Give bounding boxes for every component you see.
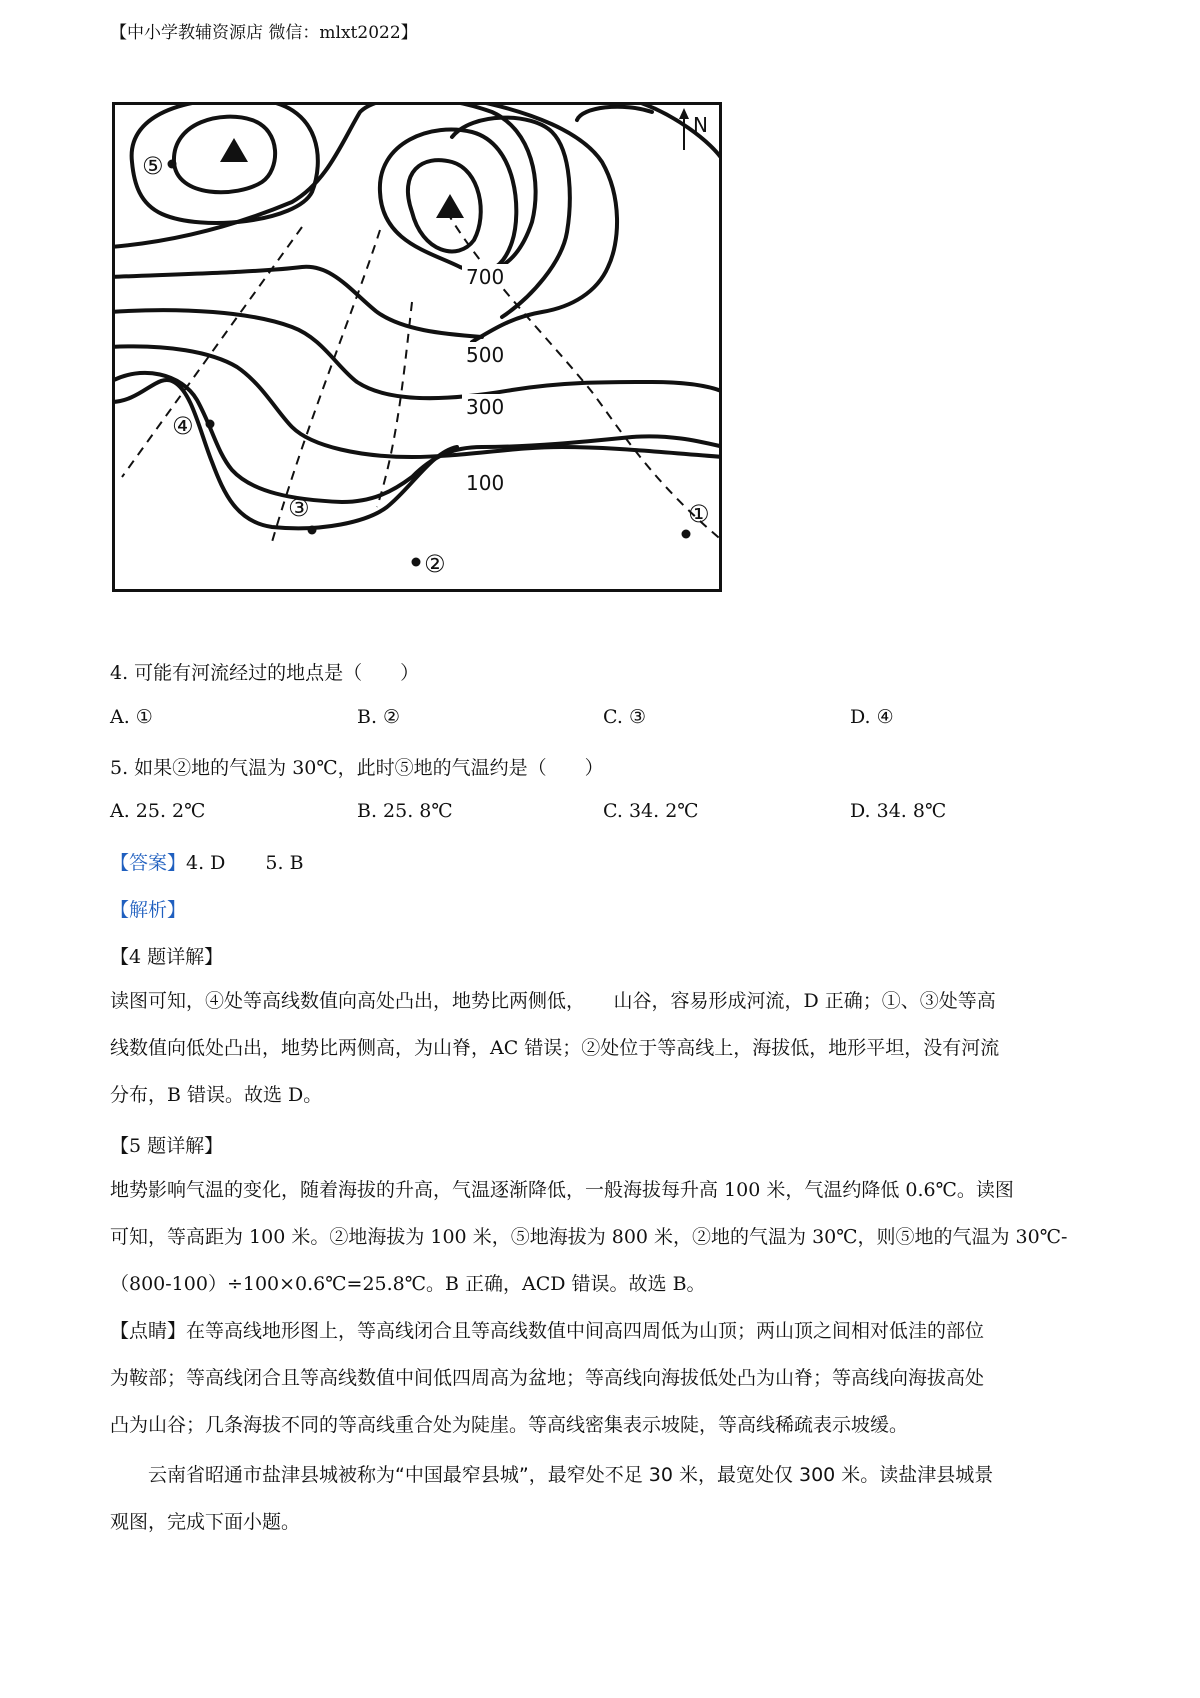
contour-line <box>112 102 536 272</box>
tip-line: 为鞍部；等高线闭合且等高线数值中间低四周高为盆地；等高线向海拔低处凸为山脊；等高线向海拔高处 <box>110 1367 985 1389</box>
point-dot-3 <box>308 526 317 535</box>
detail-4-title: 【4 题详解】 <box>110 946 224 968</box>
point-dot-1 <box>682 530 691 539</box>
point-label-1: ① <box>688 500 710 528</box>
detail-4-line: 线数值向低处凸出，地势比两侧高，为山脊，AC 错误；②处位于等高线上，海拔低，地形平坦，没有河流 <box>110 1037 1000 1059</box>
answer-4: 4. D <box>186 852 226 874</box>
point-dot-5 <box>168 160 177 169</box>
contour-line <box>472 102 617 342</box>
answer-line <box>110 848 304 875</box>
detail-5-line: （800-100）÷100×0.6℃=25.8℃。B 正确，ACD 错误。故选 B。 <box>110 1273 706 1295</box>
peak-triangle-icon <box>436 194 464 218</box>
contour-label-500: 500 <box>466 343 505 367</box>
point-label-4: ④ <box>172 412 194 440</box>
detail-4-body <box>110 978 1100 1119</box>
detail-5-line: 可知，等高距为 100 米。②地海拔为 100 米，⑤地海拔为 800 米，②地的气温为 30℃，则⑤地的气温为 30℃- <box>110 1226 1068 1248</box>
contour-line <box>112 380 457 528</box>
map-frame <box>114 104 721 591</box>
point-dot-4 <box>206 420 215 429</box>
dashed-line <box>122 227 302 477</box>
contour-label-300: 300 <box>466 395 505 419</box>
next-intro <box>110 1452 1100 1546</box>
q4-option-d: D. ④ <box>850 706 894 728</box>
detail-5-body <box>110 1167 1100 1308</box>
contour-label-700: 700 <box>466 265 505 289</box>
q5-option-b: B. 25. 8℃ <box>357 800 453 822</box>
contour-line <box>112 267 482 337</box>
q4-option-b: B. ② <box>357 706 401 728</box>
tip-line: 凸为山谷；几条海拔不同的等高线重合处为陡崖。等高线密集表示坡陡，等高线稀疏表示坡缓。 <box>110 1414 909 1436</box>
north-arrowhead-icon <box>679 108 689 119</box>
intro-line: 观图，完成下面小题。 <box>110 1511 301 1533</box>
detail-4-line: 分布，B 错误。故选 D。 <box>110 1084 323 1106</box>
tip-body <box>110 1308 1100 1449</box>
point-label-2: ② <box>424 550 446 578</box>
q5-option-a: A. 25. 2℃ <box>110 800 206 822</box>
contour-map <box>112 102 722 592</box>
q4-option-a: A. ① <box>110 706 153 728</box>
detail-5-line: 地势影响气温的变化，随着海拔的升高，气温逐渐降低，一般海拔每升高 100 米，气温约降低 0.6℃。读图 <box>110 1179 1014 1201</box>
tip-line: 在等高线地形图上，等高线闭合且等高线数值中间高四周低为山顶；两山顶之间相对低洼的部位 <box>186 1320 985 1342</box>
intro-line: 云南省昭通市盐津县城被称为“中国最窄县城”，最窄处不足 30 米，最宽处仅 300 米。读盐津县城景 <box>148 1464 994 1486</box>
question-4-stem: 4. 可能有河流经过的地点是（ ） <box>110 662 420 684</box>
tip-tag: 【点睛】 <box>110 1320 187 1342</box>
analysis-tag: 【解析】 <box>110 899 187 921</box>
point-label-3: ③ <box>288 494 310 522</box>
contour-label-100: 100 <box>466 471 505 495</box>
q5-option-d: D. 34. 8℃ <box>850 800 947 822</box>
peak-triangle-icon <box>220 138 248 162</box>
point-label-5: ⑤ <box>142 152 164 180</box>
detail-4-line: 读图可知，④处等高线数值向高处凸出，地势比两侧低， 山谷，容易形成河流，D 正确；①、③处等高 <box>110 990 996 1012</box>
q4-option-c: C. ③ <box>603 706 646 728</box>
detail-5-title: 【5 题详解】 <box>110 1135 224 1157</box>
page-header: 【中小学教辅资源店 微信：mlxt2022】 <box>110 23 418 43</box>
point-dot-2 <box>412 558 421 567</box>
answer-tag: 【答案】 <box>110 852 187 874</box>
question-5-stem: 5. 如果②地的气温为 30℃，此时⑤地的气温约是（ ） <box>110 757 604 779</box>
q5-option-c: C. 34. 2℃ <box>603 800 699 822</box>
north-label: N <box>693 113 708 137</box>
answer-5: 5. B <box>265 852 304 874</box>
dashed-line <box>377 302 412 507</box>
